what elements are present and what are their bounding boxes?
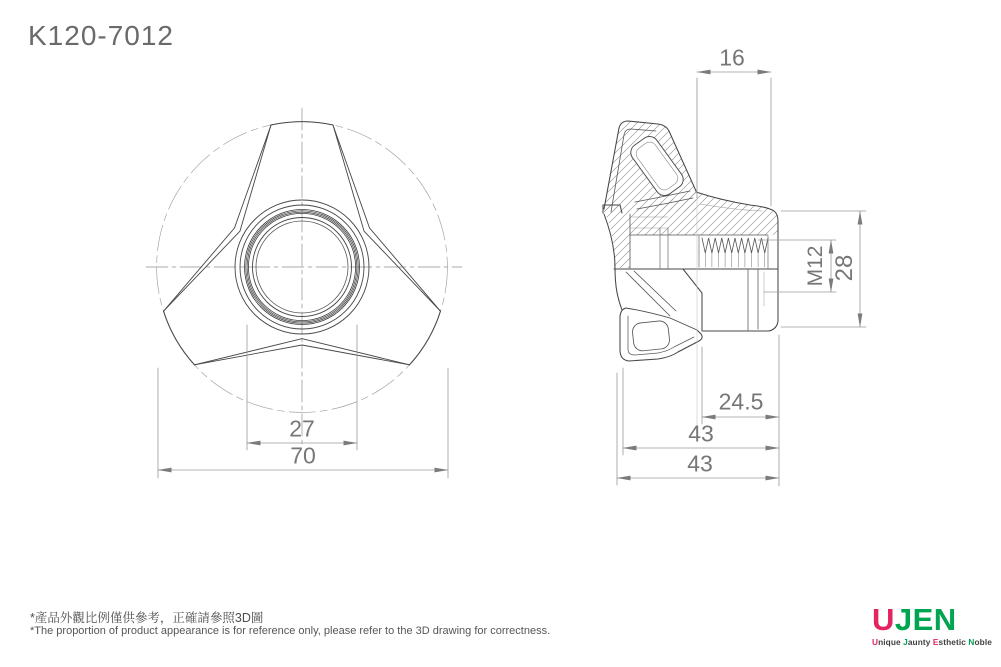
dim-label-27: 27 [289, 415, 315, 442]
dim-label-28: 28 [831, 254, 858, 282]
dim-label-70: 70 [290, 442, 316, 469]
dim-label-16: 16 [719, 44, 745, 71]
dim-label-43a: 43 [688, 420, 714, 447]
drawing-title: K120-7012 [28, 20, 175, 51]
logo-wordmark: UJEN [872, 602, 957, 637]
note-chinese: *產品外觀比例僅供參考，正確請參照3D圖 [30, 611, 264, 625]
dim-label-245: 24.5 [718, 388, 764, 415]
thread-profile [702, 238, 768, 267]
logo-tagline: Unique Jaunty Esthetic Noble [872, 636, 992, 647]
note-english: *The proportion of product appearance is for reference only, please refer to the 3D drawing for correctness. [30, 625, 551, 637]
ujen-logo [872, 604, 994, 647]
dim-label-43b: 43 [687, 450, 713, 477]
side-dim-16 [697, 72, 771, 425]
dim-label-m12: M12 [804, 245, 827, 287]
